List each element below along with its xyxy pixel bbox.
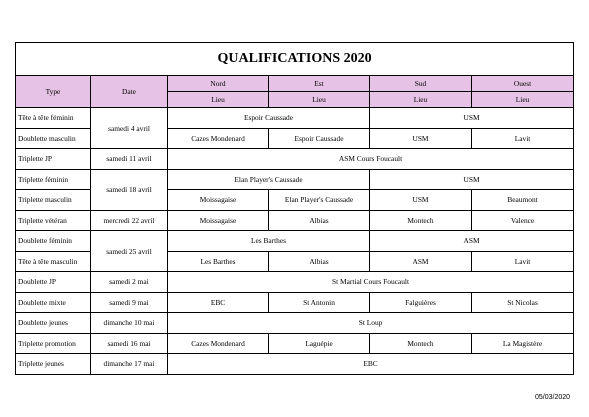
table-row: [16, 149, 574, 170]
place-est: Albias: [269, 251, 370, 272]
table-row: [16, 292, 574, 313]
place-ouest: Lavit: [472, 128, 574, 149]
row-type: Triplette promotion: [16, 333, 91, 354]
row-type: Triplette féminin: [16, 169, 91, 190]
header-sud: Sud: [370, 76, 472, 92]
header-date: Date: [91, 76, 168, 108]
row-date: samedi 16 mai: [91, 333, 168, 354]
table-row: [16, 272, 574, 293]
row-date: samedi 2 mai: [91, 272, 168, 293]
place-nord: Moissagaise: [168, 190, 269, 211]
row-date: samedi 11 avril: [91, 149, 168, 170]
row-date: mercredi 22 avril: [91, 210, 168, 231]
place-sud: Montech: [370, 210, 472, 231]
place-all: ASM Cours Foucault: [168, 149, 574, 170]
row-type: Triplette vétéran: [16, 210, 91, 231]
row-date: samedi 18 avril: [91, 169, 168, 210]
place-sud: Montech: [370, 333, 472, 354]
place-nord: EBC: [168, 292, 269, 313]
place-ouest: La Magistère: [472, 333, 574, 354]
table-row: [16, 313, 574, 334]
place-sud: USM: [370, 190, 472, 211]
header-nord: Nord: [168, 76, 269, 92]
row-type: Doublette féminin: [16, 231, 91, 252]
place-sud: Falguières: [370, 292, 472, 313]
row-type: Tête à tête féminin: [16, 108, 91, 129]
row-type: Doublette masculin: [16, 128, 91, 149]
row-date: samedi 9 mai: [91, 292, 168, 313]
row-date: dimanche 10 mai: [91, 313, 168, 334]
header-lieu-ouest: Lieu: [472, 92, 574, 108]
place-ouest: St Nicolas: [472, 292, 574, 313]
place-ouest: Beaumont: [472, 190, 574, 211]
table-row: [16, 210, 574, 231]
table-row: [16, 108, 574, 129]
table-row: [16, 169, 574, 190]
header-lieu-sud: Lieu: [370, 92, 472, 108]
row-type: Triplette JP: [16, 149, 91, 170]
place-all: EBC: [168, 354, 574, 375]
row-type: Triplette masculin: [16, 190, 91, 211]
place-est: St Antonin: [269, 292, 370, 313]
row-type: Doublette jeunes: [16, 313, 91, 334]
row-type: Tête à tête masculin: [16, 251, 91, 272]
place-sud-ouest: USM: [370, 169, 574, 190]
place-nord: Cazes Mondenard: [168, 128, 269, 149]
row-type: Triplette jeunes: [16, 354, 91, 375]
row-date: dimanche 17 mai: [91, 354, 168, 375]
place-nord: Moissagaise: [168, 210, 269, 231]
place-sud-ouest: USM: [370, 108, 574, 129]
header-lieu-est: Lieu: [269, 92, 370, 108]
footer-date: 05/03/2020: [535, 394, 571, 401]
row-date: samedi 25 avril: [91, 231, 168, 272]
place-all: St Loup: [168, 313, 574, 334]
header-ouest: Ouest: [472, 76, 574, 92]
table-row: [16, 354, 574, 375]
place-est: Laguépie: [269, 333, 370, 354]
row-date: samedi 4 avril: [91, 108, 168, 149]
place-sud: USM: [370, 128, 472, 149]
page-title: QUALIFICATIONS 2020: [16, 43, 574, 76]
header-est: Est: [269, 76, 370, 92]
place-nord: Les Barthes: [168, 251, 269, 272]
place-sud-ouest: ASM: [370, 231, 574, 252]
header-type: Type: [16, 76, 91, 108]
place-sud: ASM: [370, 251, 472, 272]
row-type: Doublette mixte: [16, 292, 91, 313]
row-type: Doublette JP: [16, 272, 91, 293]
place-ouest: Lavit: [472, 251, 574, 272]
place-est: Espoir Caussade: [269, 128, 370, 149]
place-nord-est: Les Barthes: [168, 231, 370, 252]
place-all: St Martial Cours Foucault: [168, 272, 574, 293]
header-lieu-nord: Lieu: [168, 92, 269, 108]
table-row: [16, 333, 574, 354]
qualifications-table: [15, 42, 574, 375]
place-nord-est: Espoir Caussade: [168, 108, 370, 129]
table-row: [16, 231, 574, 252]
place-nord-est: Elan Player's Caussade: [168, 169, 370, 190]
place-est: Albias: [269, 210, 370, 231]
place-ouest: Valence: [472, 210, 574, 231]
place-nord: Cazes Mondenard: [168, 333, 269, 354]
place-est: Elan Player's Caussade: [269, 190, 370, 211]
qualifications-sheet: [15, 42, 573, 375]
